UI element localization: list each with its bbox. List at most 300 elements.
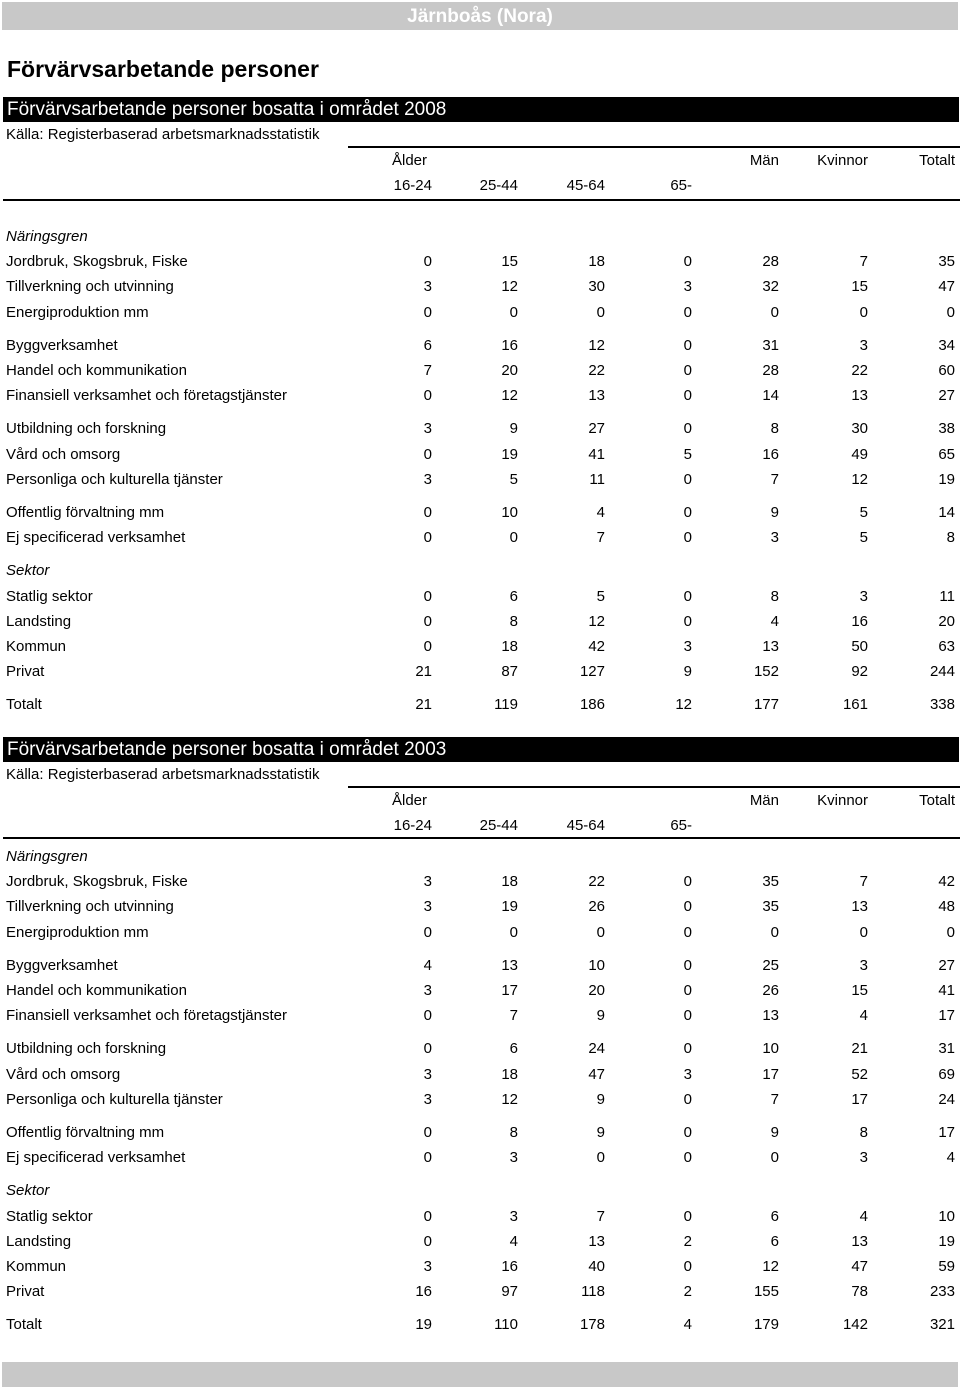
total-header: Totalt xyxy=(919,792,955,809)
total-row xyxy=(0,1316,960,1336)
header-rule-bottom xyxy=(3,199,960,201)
cell-value: 47 xyxy=(851,1258,868,1275)
cell-value: 0 xyxy=(683,362,692,379)
cell-value: 9 xyxy=(683,663,692,681)
cell-value: 0 xyxy=(683,1258,692,1275)
cell-value: 6 xyxy=(770,1207,779,1225)
men-header: Män xyxy=(749,152,779,169)
cell-value: 3 xyxy=(683,638,692,655)
cell-value: 60 xyxy=(938,362,955,379)
cell-value: 4 xyxy=(770,612,779,630)
cell-value: 11 xyxy=(589,470,605,488)
cell-value: 32 xyxy=(762,278,779,296)
cell-value: 24 xyxy=(588,1040,605,1058)
cell-value: 4 xyxy=(509,1232,518,1250)
cell-value: 2 xyxy=(683,1232,692,1250)
cell-value: 244 xyxy=(929,663,955,681)
men-header: Män xyxy=(749,792,779,809)
cell-value: 3 xyxy=(423,982,432,999)
cell-value: 0 xyxy=(509,923,518,941)
cell-value: 13 xyxy=(851,1232,868,1250)
table-row xyxy=(0,253,960,273)
cell-value: 0 xyxy=(423,253,432,271)
table-row xyxy=(0,1124,960,1144)
cell-value: 8 xyxy=(946,529,955,547)
cell-value: 0 xyxy=(683,504,692,521)
cell-value: 0 xyxy=(596,923,605,941)
cell-value: 0 xyxy=(596,303,605,321)
row-label: Statlig sektor xyxy=(6,1207,93,1225)
category-row xyxy=(0,1182,960,1202)
cell-value: 3 xyxy=(770,529,779,547)
cell-value: 10 xyxy=(938,1207,955,1225)
row-label: Handel och kommunikation xyxy=(6,362,187,379)
cell-value: 19 xyxy=(501,898,518,916)
cell-value: 41 xyxy=(588,445,605,463)
cell-value: 0 xyxy=(423,387,432,405)
cell-value: 31 xyxy=(938,1040,955,1058)
cell-value: 0 xyxy=(683,470,692,488)
cell-value: 17 xyxy=(762,1065,779,1083)
cell-value: 7 xyxy=(859,253,868,271)
row-label: Privat xyxy=(6,1283,45,1301)
cell-value: 21 xyxy=(851,1040,868,1058)
row-label: Byggverksamhet xyxy=(6,336,118,354)
cell-value: 18 xyxy=(588,253,605,271)
cell-value: 16 xyxy=(501,336,518,354)
cell-value: 59 xyxy=(938,1258,955,1275)
total-value: 110 xyxy=(494,1316,518,1334)
cell-value: 0 xyxy=(596,1149,605,1167)
cell-value: 6 xyxy=(770,1232,779,1250)
cell-value: 12 xyxy=(588,612,605,630)
cell-value: 0 xyxy=(423,1232,432,1250)
cell-value: 26 xyxy=(762,982,779,999)
cell-value: 6 xyxy=(423,336,432,354)
cell-value: 0 xyxy=(683,873,692,891)
cell-value: 12 xyxy=(501,278,518,296)
cell-value: 3 xyxy=(423,1258,432,1275)
table-row xyxy=(0,613,960,633)
cell-value: 0 xyxy=(423,529,432,547)
cell-value: 13 xyxy=(851,898,868,916)
cell-value: 0 xyxy=(683,587,692,605)
category-label: Sektor xyxy=(6,562,50,580)
cell-value: 18 xyxy=(501,1065,518,1083)
cell-value: 12 xyxy=(501,1090,518,1108)
cell-value: 0 xyxy=(683,1207,692,1225)
row-label: Utbildning och forskning xyxy=(6,1040,167,1058)
cell-value: 5 xyxy=(596,587,605,605)
cell-value: 0 xyxy=(683,1007,692,1025)
cell-value: 13 xyxy=(762,638,779,655)
cell-value: 22 xyxy=(588,873,605,891)
footer-band xyxy=(2,1362,958,1387)
cell-value: 30 xyxy=(588,278,605,296)
row-label: Landsting xyxy=(6,612,72,630)
cell-value: 18 xyxy=(501,873,518,891)
row-label: Byggverksamhet xyxy=(6,956,118,974)
cell-value: 0 xyxy=(683,1124,692,1141)
cell-value: 0 xyxy=(423,923,432,941)
cell-value: 3 xyxy=(859,587,868,605)
cell-value: 4 xyxy=(423,956,432,974)
cell-value: 16 xyxy=(762,445,779,463)
cell-value: 17 xyxy=(938,1124,955,1141)
cell-value: 3 xyxy=(509,1149,518,1167)
table-row xyxy=(0,1283,960,1303)
cell-value: 7 xyxy=(596,529,605,547)
cell-value: 0 xyxy=(770,303,779,321)
total-value: 119 xyxy=(494,696,518,714)
cell-value: 27 xyxy=(938,956,955,974)
cell-value: 4 xyxy=(859,1007,868,1025)
cell-value: 63 xyxy=(938,638,955,655)
cell-value: 14 xyxy=(762,387,779,405)
cell-value: 8 xyxy=(770,587,779,605)
cell-value: 22 xyxy=(851,362,868,379)
cell-value: 0 xyxy=(423,1124,432,1141)
cell-value: 5 xyxy=(509,470,518,488)
cell-value: 0 xyxy=(423,445,432,463)
cell-value: 13 xyxy=(588,387,605,405)
cell-value: 19 xyxy=(501,445,518,463)
row-label: Landsting xyxy=(6,1232,72,1250)
cell-value: 40 xyxy=(588,1258,605,1275)
women-header: Kvinnor xyxy=(817,152,868,169)
total-value: 12 xyxy=(675,696,692,714)
header-rule-bottom xyxy=(3,837,960,839)
cell-value: 0 xyxy=(683,982,692,999)
age-header: Ålder xyxy=(392,792,428,809)
cell-value: 50 xyxy=(851,638,868,655)
age-group-header: 25-44 xyxy=(479,177,518,194)
row-label: Statlig sektor xyxy=(6,587,93,605)
table-row xyxy=(0,362,960,382)
row-label: Privat xyxy=(6,663,45,681)
row-label: Offentlig förvaltning mm xyxy=(6,1124,165,1141)
cell-value: 0 xyxy=(683,1149,692,1167)
cell-value: 0 xyxy=(683,420,692,438)
age-group-header: 45-64 xyxy=(566,817,605,834)
cell-value: 20 xyxy=(501,362,518,379)
cell-value: 3 xyxy=(859,1149,868,1167)
cell-value: 13 xyxy=(501,956,518,974)
table-row xyxy=(0,982,960,1002)
row-label: Vård och omsorg xyxy=(6,1065,121,1083)
header-rule-top xyxy=(348,146,960,148)
table-row xyxy=(0,304,960,324)
table-row xyxy=(0,1066,960,1086)
row-label: Finansiell verksamhet och företagstjänster xyxy=(6,387,287,405)
row-label: Ej specificerad verksamhet xyxy=(6,1149,186,1167)
cell-value: 34 xyxy=(938,336,955,354)
age-group-header: 45-64 xyxy=(566,177,605,194)
cell-value: 0 xyxy=(423,1007,432,1025)
cell-value: 5 xyxy=(859,504,868,521)
table-row xyxy=(0,1208,960,1228)
cell-value: 0 xyxy=(859,303,868,321)
cell-value: 16 xyxy=(501,1258,518,1275)
cell-value: 0 xyxy=(683,956,692,974)
category-row xyxy=(0,848,960,868)
age-group-header: 16-24 xyxy=(393,817,432,834)
cell-value: 12 xyxy=(762,1258,779,1275)
cell-value: 26 xyxy=(588,898,605,916)
cell-value: 3 xyxy=(423,898,432,916)
total-value: 161 xyxy=(842,696,868,714)
row-label: Personliga och kulturella tjänster xyxy=(6,1090,223,1108)
cell-value: 0 xyxy=(683,1090,692,1108)
table-row xyxy=(0,1040,960,1060)
age-group-header: 16-24 xyxy=(393,177,432,194)
section-title: Förvärvsarbetande personer bosatta i området 2008 xyxy=(3,97,959,122)
cell-value: 12 xyxy=(501,387,518,405)
cell-value: 0 xyxy=(683,923,692,941)
table-row xyxy=(0,420,960,440)
row-label: Tillverkning och utvinning xyxy=(6,278,174,296)
cell-value: 0 xyxy=(423,303,432,321)
cell-value: 118 xyxy=(581,1283,605,1301)
cell-value: 27 xyxy=(938,387,955,405)
age-group-header: 65- xyxy=(670,177,692,194)
cell-value: 0 xyxy=(423,1207,432,1225)
cell-value: 3 xyxy=(509,1207,518,1225)
total-value: 178 xyxy=(579,1316,605,1334)
cell-value: 13 xyxy=(851,387,868,405)
row-label: Vård och omsorg xyxy=(6,445,121,463)
table-row xyxy=(0,1258,960,1278)
total-label: Totalt xyxy=(6,696,42,714)
cell-value: 15 xyxy=(851,982,868,999)
row-label: Energiproduktion mm xyxy=(6,923,149,941)
table-row xyxy=(0,278,960,298)
header-band xyxy=(2,2,958,30)
cell-value: 18 xyxy=(501,638,518,655)
cell-value: 4 xyxy=(946,1149,955,1167)
cell-value: 0 xyxy=(423,1149,432,1167)
cell-value: 22 xyxy=(588,362,605,379)
cell-value: 14 xyxy=(938,504,955,521)
cell-value: 24 xyxy=(938,1090,955,1108)
table-row xyxy=(0,898,960,918)
table-row xyxy=(0,529,960,549)
cell-value: 0 xyxy=(859,923,868,941)
age-group-header: 25-44 xyxy=(479,817,518,834)
row-label: Jordbruk, Skogsbruk, Fiske xyxy=(6,873,188,891)
cell-value: 13 xyxy=(588,1232,605,1250)
table-row xyxy=(0,873,960,893)
category-label: Näringsgren xyxy=(6,848,88,865)
cell-value: 3 xyxy=(683,1065,692,1083)
cell-value: 16 xyxy=(415,1283,432,1301)
cell-value: 0 xyxy=(683,336,692,354)
source-note: Källa: Registerbaserad arbetsmarknadsstatistik xyxy=(6,766,320,783)
cell-value: 5 xyxy=(683,445,692,463)
cell-value: 152 xyxy=(753,663,779,681)
cell-value: 8 xyxy=(859,1124,868,1141)
category-row xyxy=(0,228,960,248)
cell-value: 155 xyxy=(753,1283,779,1301)
cell-value: 15 xyxy=(501,253,518,271)
cell-value: 9 xyxy=(596,1007,605,1025)
section-title: Förvärvsarbetande personer bosatta i området 2003 xyxy=(3,737,959,762)
total-value: 177 xyxy=(753,696,779,714)
total-label: Totalt xyxy=(6,1316,42,1334)
cell-value: 13 xyxy=(762,1007,779,1025)
cell-value: 42 xyxy=(588,638,605,655)
cell-value: 41 xyxy=(938,982,955,999)
age-header: Ålder xyxy=(392,152,428,169)
table-row xyxy=(0,471,960,491)
cell-value: 12 xyxy=(851,470,868,488)
cell-value: 38 xyxy=(938,420,955,438)
cell-value: 25 xyxy=(762,956,779,974)
row-label: Kommun xyxy=(6,638,67,655)
cell-value: 6 xyxy=(509,1040,518,1058)
cell-value: 28 xyxy=(762,253,779,271)
cell-value: 3 xyxy=(423,1090,432,1108)
row-label: Jordbruk, Skogsbruk, Fiske xyxy=(6,253,188,271)
source-note: Källa: Registerbaserad arbetsmarknadsstatistik xyxy=(6,126,320,143)
table-row xyxy=(0,1149,960,1169)
cell-value: 92 xyxy=(851,663,868,681)
row-label: Personliga och kulturella tjänster xyxy=(6,470,223,488)
cell-value: 10 xyxy=(501,504,518,521)
row-label: Tillverkning och utvinning xyxy=(6,898,174,916)
table-row xyxy=(0,957,960,977)
table-row xyxy=(0,588,960,608)
total-header: Totalt xyxy=(919,152,955,169)
cell-value: 27 xyxy=(588,420,605,438)
cell-value: 49 xyxy=(851,445,868,463)
cell-value: 17 xyxy=(851,1090,868,1108)
cell-value: 42 xyxy=(938,873,955,891)
cell-value: 3 xyxy=(423,278,432,296)
cell-value: 2 xyxy=(683,1283,692,1301)
total-value: 179 xyxy=(753,1316,779,1334)
cell-value: 19 xyxy=(938,470,955,488)
cell-value: 0 xyxy=(683,387,692,405)
row-label: Energiproduktion mm xyxy=(6,303,149,321)
cell-value: 35 xyxy=(762,898,779,916)
cell-value: 0 xyxy=(683,1040,692,1058)
table-row xyxy=(0,638,960,658)
cell-value: 7 xyxy=(770,1090,779,1108)
cell-value: 9 xyxy=(509,420,518,438)
cell-value: 11 xyxy=(939,587,955,605)
cell-value: 3 xyxy=(423,470,432,488)
age-group-header: 65- xyxy=(670,817,692,834)
table-row xyxy=(0,1233,960,1253)
cell-value: 4 xyxy=(596,504,605,521)
cell-value: 65 xyxy=(938,445,955,463)
cell-value: 3 xyxy=(423,420,432,438)
category-label: Näringsgren xyxy=(6,228,88,245)
table-row xyxy=(0,663,960,683)
page-title: Förvärvsarbetande personer xyxy=(7,56,319,82)
cell-value: 0 xyxy=(683,898,692,916)
cell-value: 7 xyxy=(509,1007,518,1025)
cell-value: 31 xyxy=(762,336,779,354)
cell-value: 0 xyxy=(423,587,432,605)
cell-value: 7 xyxy=(859,873,868,891)
cell-value: 30 xyxy=(851,420,868,438)
cell-value: 9 xyxy=(596,1090,605,1108)
category-label: Sektor xyxy=(6,1182,50,1200)
cell-value: 0 xyxy=(423,504,432,521)
total-row xyxy=(0,696,960,716)
table-row xyxy=(0,1007,960,1027)
cell-value: 8 xyxy=(509,1124,518,1141)
cell-value: 6 xyxy=(509,587,518,605)
total-value: 21 xyxy=(415,696,432,714)
cell-value: 0 xyxy=(509,529,518,547)
category-row xyxy=(0,562,960,582)
total-value: 338 xyxy=(929,696,955,714)
cell-value: 3 xyxy=(423,873,432,891)
cell-value: 17 xyxy=(501,982,518,999)
cell-value: 17 xyxy=(938,1007,955,1025)
women-header: Kvinnor xyxy=(817,792,868,809)
header-rule-top xyxy=(348,786,960,788)
row-label: Ej specificerad verksamhet xyxy=(6,529,186,547)
cell-value: 48 xyxy=(938,898,955,916)
total-value: 186 xyxy=(579,696,605,714)
cell-value: 97 xyxy=(501,1283,518,1301)
total-value: 4 xyxy=(683,1316,692,1334)
cell-value: 5 xyxy=(859,529,868,547)
cell-value: 47 xyxy=(588,1065,605,1083)
cell-value: 3 xyxy=(423,1065,432,1083)
row-label: Finansiell verksamhet och företagstjänster xyxy=(6,1007,287,1025)
cell-value: 0 xyxy=(683,253,692,271)
cell-value: 3 xyxy=(683,278,692,296)
cell-value: 0 xyxy=(946,303,955,321)
cell-value: 9 xyxy=(770,1124,779,1141)
total-value: 19 xyxy=(415,1316,432,1334)
cell-value: 20 xyxy=(588,982,605,999)
cell-value: 233 xyxy=(929,1283,955,1301)
cell-value: 0 xyxy=(423,638,432,655)
cell-value: 0 xyxy=(683,612,692,630)
cell-value: 35 xyxy=(762,873,779,891)
cell-value: 0 xyxy=(683,529,692,547)
place-name: Järnboås (Nora) xyxy=(407,6,553,27)
cell-value: 35 xyxy=(938,253,955,271)
table-row xyxy=(0,387,960,407)
cell-value: 127 xyxy=(579,663,605,681)
table-row xyxy=(0,1091,960,1111)
cell-value: 52 xyxy=(851,1065,868,1083)
cell-value: 78 xyxy=(851,1283,868,1301)
cell-value: 8 xyxy=(770,420,779,438)
total-value: 142 xyxy=(842,1316,868,1334)
cell-value: 69 xyxy=(938,1065,955,1083)
cell-value: 7 xyxy=(423,362,432,379)
row-label: Kommun xyxy=(6,1258,67,1275)
cell-value: 28 xyxy=(762,362,779,379)
cell-value: 0 xyxy=(423,612,432,630)
cell-value: 47 xyxy=(938,278,955,296)
table-row xyxy=(0,337,960,357)
row-label: Utbildning och forskning xyxy=(6,420,167,438)
cell-value: 3 xyxy=(859,956,868,974)
cell-value: 10 xyxy=(588,956,605,974)
cell-value: 0 xyxy=(423,1040,432,1058)
cell-value: 0 xyxy=(770,923,779,941)
cell-value: 21 xyxy=(415,663,432,681)
